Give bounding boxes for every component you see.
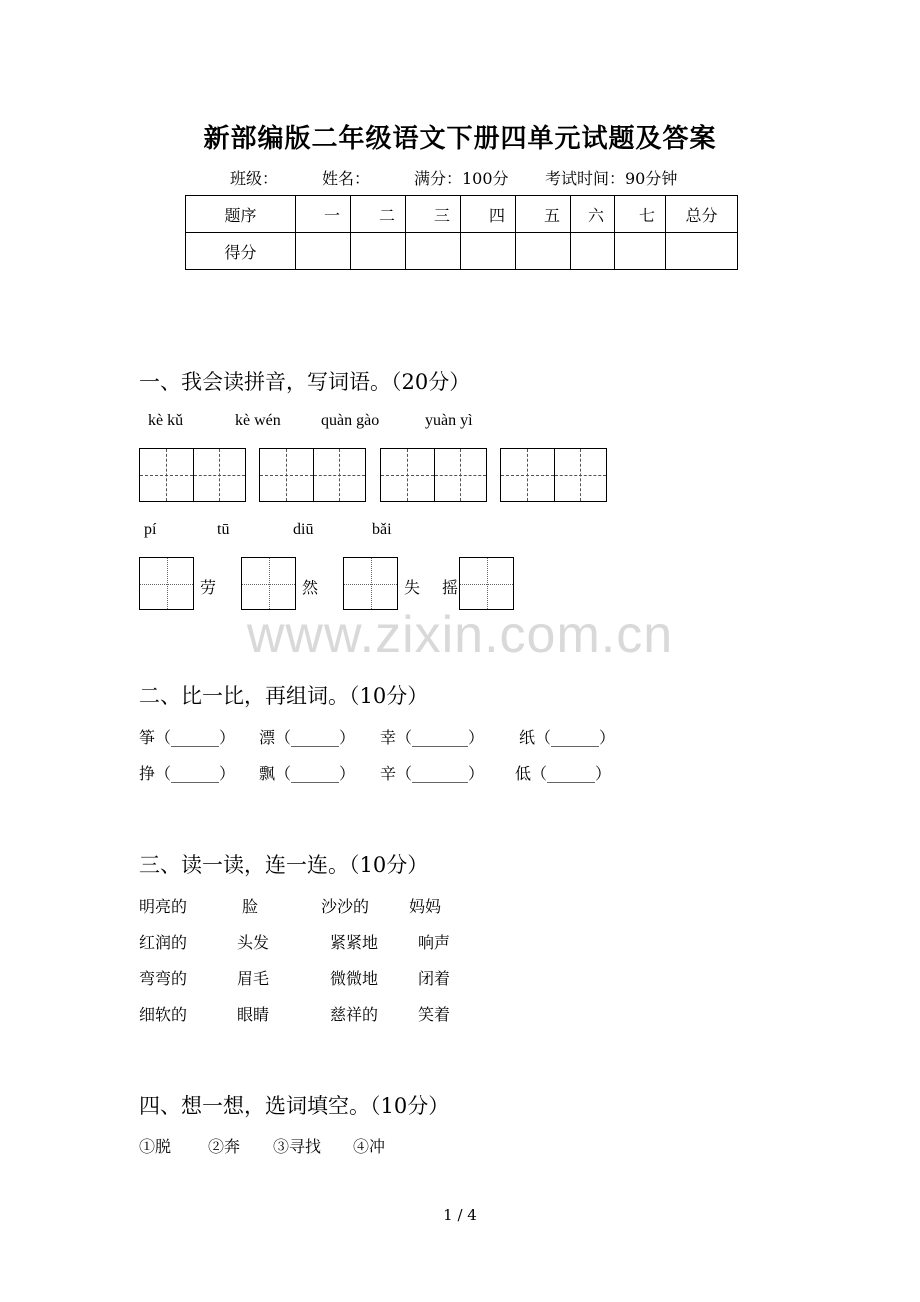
score-cell[interactable] — [296, 233, 351, 270]
match-item: 明亮的 — [139, 897, 188, 916]
match-item: 响声 — [418, 933, 451, 952]
match-item: 妈妈 — [409, 897, 442, 916]
match-item: 慈祥的 — [330, 1005, 379, 1024]
section-2-heading: 二、比一比，再组词。（10分） — [139, 684, 429, 708]
score-table-header-row — [186, 196, 738, 233]
writing-cell[interactable] — [193, 449, 246, 501]
writing-cell[interactable] — [434, 449, 487, 501]
page-title: 新部编版二年级语文下册四单元试题及答案 — [203, 124, 717, 154]
pinyin-7: diū — [293, 521, 314, 538]
single-writing-box[interactable] — [139, 557, 194, 610]
page-number: 1 / 4 — [443, 1206, 477, 1224]
compare-item: 筝（______） — [139, 728, 236, 747]
score-cell[interactable] — [666, 233, 738, 270]
score-table-score-row — [186, 233, 738, 270]
compare-item: 漂（______） — [259, 728, 356, 747]
exam-time-label: 考试时间：90分钟 — [545, 169, 678, 188]
compare-item: 挣（______） — [139, 764, 236, 783]
class-field-label: 班级： — [230, 169, 279, 188]
section-4-heading: 四、想一想，选词填空。（10分） — [139, 1094, 450, 1118]
writing-grid-2[interactable] — [259, 448, 366, 502]
score-cell[interactable] — [351, 233, 406, 270]
match-item: 弯弯的 — [139, 969, 188, 988]
word-option: ①脱 — [139, 1137, 172, 1156]
score-table-row-label: 得分 — [186, 233, 296, 270]
given-char: 失 — [404, 578, 421, 597]
full-score-label: 满分：100分 — [414, 169, 509, 188]
section-1-heading: 一、我会读拼音，写词语。（20分） — [139, 370, 471, 394]
match-item: 闭着 — [418, 969, 451, 988]
match-item: 紧紧地 — [330, 933, 379, 952]
single-writing-box[interactable] — [343, 557, 398, 610]
pinyin-6: tū — [217, 521, 230, 538]
writing-grid-4[interactable] — [500, 448, 607, 502]
pinyin-5: pí — [144, 521, 157, 538]
name-field-label: 姓名： — [322, 169, 371, 188]
match-item: 微微地 — [330, 969, 379, 988]
match-item: 眉毛 — [237, 969, 270, 988]
score-table-header-cell: 四 — [461, 196, 516, 233]
pinyin-3: quàn gào — [321, 412, 380, 429]
score-table-header-cell: 一 — [296, 196, 351, 233]
match-item: 脸 — [242, 897, 259, 916]
given-char: 劳 — [200, 578, 217, 597]
section-3-heading: 三、读一读，连一连。（10分） — [139, 853, 429, 877]
match-item: 细软的 — [139, 1005, 188, 1024]
score-cell[interactable] — [461, 233, 516, 270]
writing-cell[interactable] — [140, 449, 193, 501]
pinyin-4: yuàn yì — [425, 412, 473, 429]
given-char: 摇 — [442, 578, 459, 597]
score-table-header-cell: 三 — [406, 196, 461, 233]
score-cell[interactable] — [615, 233, 666, 270]
pinyin-1: kè kǔ — [148, 412, 184, 429]
word-option: ②奔 — [208, 1137, 241, 1156]
match-item: 沙沙的 — [321, 897, 370, 916]
score-table-header-cell: 二 — [351, 196, 406, 233]
score-table-header-cell: 题序 — [186, 196, 296, 233]
writing-cell[interactable] — [554, 449, 607, 501]
given-char: 然 — [302, 578, 319, 597]
pinyin-2: kè wén — [235, 412, 281, 429]
writing-cell[interactable] — [381, 449, 434, 501]
match-item: 红润的 — [139, 933, 188, 952]
writing-grid-1[interactable] — [139, 448, 246, 502]
compare-item: 纸（______） — [519, 728, 616, 747]
word-option: ③寻找 — [273, 1137, 322, 1156]
single-writing-box[interactable] — [459, 557, 514, 610]
compare-item: 低（______） — [515, 764, 612, 783]
compare-item: 辛（_______） — [380, 764, 485, 783]
score-table-header-cell: 六 — [571, 196, 615, 233]
match-item: 笑着 — [418, 1005, 451, 1024]
match-item: 眼睛 — [237, 1005, 270, 1024]
compare-item: 飘（______） — [259, 764, 356, 783]
match-item: 头发 — [237, 933, 270, 952]
score-table-header-cell: 总分 — [666, 196, 738, 233]
pinyin-8: bǎi — [372, 521, 392, 538]
score-table — [185, 195, 738, 270]
score-cell[interactable] — [571, 233, 615, 270]
watermark: www.zixin.com.cn — [246, 606, 674, 664]
writing-cell[interactable] — [260, 449, 313, 501]
single-writing-box[interactable] — [241, 557, 296, 610]
word-option: ④冲 — [353, 1137, 386, 1156]
score-cell[interactable] — [406, 233, 461, 270]
writing-cell[interactable] — [313, 449, 366, 501]
writing-grid-3[interactable] — [380, 448, 487, 502]
score-cell[interactable] — [516, 233, 571, 270]
score-table-header-cell: 五 — [516, 196, 571, 233]
writing-cell[interactable] — [501, 449, 554, 501]
score-table-header-cell: 七 — [615, 196, 666, 233]
compare-item: 幸（_______） — [380, 728, 485, 747]
